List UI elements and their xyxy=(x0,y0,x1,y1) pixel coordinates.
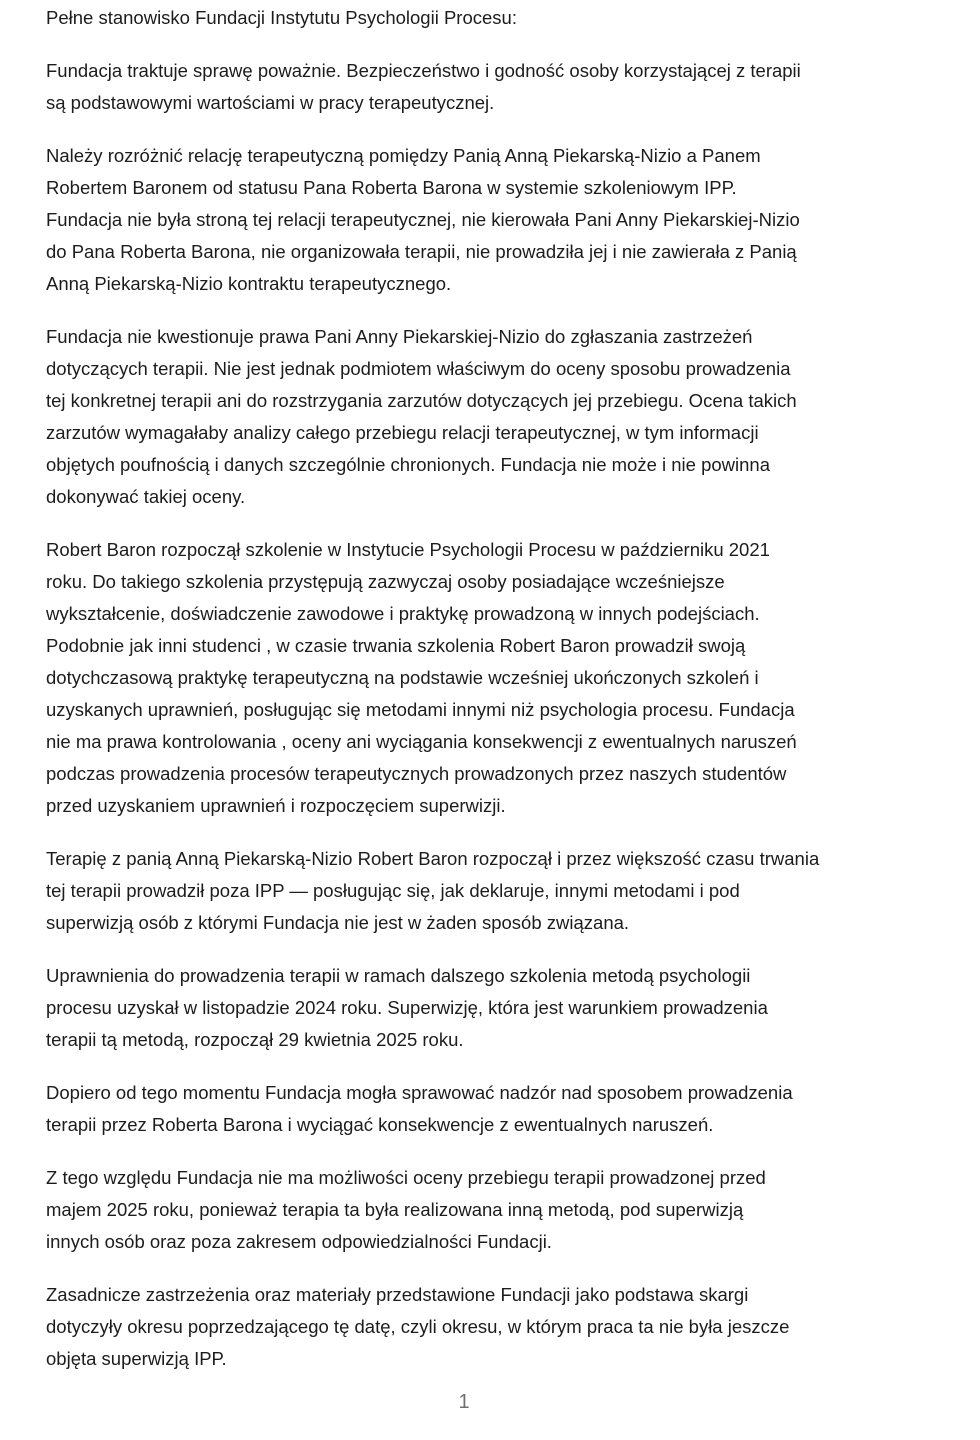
paragraph-line: Zasadnicze zastrzeżenia oraz materiały przedstawione Fundacji jako podstawa skargi xyxy=(46,1284,749,1305)
paragraph-line: do Pana Roberta Barona, nie organizowała terapii, nie prowadziła jej i nie zawierała z Panią xyxy=(46,241,797,262)
paragraph-line: podczas prowadzenia procesów terapeutycznych prowadzonych przez naszych studentów xyxy=(46,763,787,784)
paragraph-line: terapii tą metodą, rozpoczął 29 kwietnia 2025 roku. xyxy=(46,1029,464,1050)
paragraph-line: dokonywać takiej oceny. xyxy=(46,486,246,507)
paragraph xyxy=(46,1279,890,1375)
paragraph-line: Fundacja nie kwestionuje prawa Pani Anny Piekarskiej-Nizio do zgłaszania zastrzeżeń xyxy=(46,326,753,347)
paragraph-line: dotyczyły okresu poprzedzającego tę datę, czyli okresu, w którym praca ta nie była jeszcze xyxy=(46,1316,790,1337)
paragraph-line: terapii przez Roberta Barona i wyciągać konsekwencje z ewentualnych naruszeń. xyxy=(46,1114,714,1135)
paragraph xyxy=(46,1162,890,1258)
document-body xyxy=(46,55,890,1375)
paragraph xyxy=(46,960,890,1056)
paragraph xyxy=(46,843,890,939)
paragraph-line: objętych poufnością i danych szczególnie chronionych. Fundacja nie może i nie powinna xyxy=(46,454,770,475)
paragraph xyxy=(46,55,890,119)
paragraph-line: tej konkretnej terapii ani do rozstrzygania zarzutów dotyczących jej przebiegu. Ocena takich xyxy=(46,390,797,411)
paragraph-line: Terapię z panią Anną Piekarską-Nizio Robert Baron rozpoczął i przez większość czasu trwania xyxy=(46,848,820,869)
paragraph xyxy=(46,140,890,300)
paragraph-line: Fundacja traktuje sprawę poważnie. Bezpieczeństwo i godność osoby korzystającej z terapii xyxy=(46,60,801,81)
paragraph-line: nie ma prawa kontrolowania , oceny ani wyciągania konsekwencji z ewentualnych naruszeń xyxy=(46,731,797,752)
paragraph-line: Uprawnienia do prowadzenia terapii w ramach dalszego szkolenia metodą psychologii xyxy=(46,965,751,986)
page-number: 1 xyxy=(458,1391,470,1413)
paragraph-line: Z tego względu Fundacja nie ma możliwości oceny przebiegu terapii prowadzonej przed xyxy=(46,1167,766,1188)
paragraph-line: są podstawowymi wartościami w pracy terapeutycznej. xyxy=(46,92,495,113)
paragraph-line: Należy rozróżnić relację terapeutyczną pomiędzy Panią Anną Piekarską-Nizio a Panem xyxy=(46,145,761,166)
paragraph xyxy=(46,321,890,513)
document-heading: Pełne stanowisko Fundacji Instytutu Psychologii Procesu: xyxy=(46,7,517,28)
paragraph-line: procesu uzyskał w listopadzie 2024 roku. Superwizję, która jest warunkiem prowadzenia xyxy=(46,997,768,1018)
paragraph-line: przed uzyskaniem uprawnień i rozpoczęciem superwizji. xyxy=(46,795,506,816)
paragraph-line: Podobnie jak inni studenci , w czasie trwania szkolenia Robert Baron prowadził swoją xyxy=(46,635,746,656)
paragraph-line: superwizją osób z którymi Fundacja nie jest w żaden sposób związana. xyxy=(46,912,630,933)
paragraph-line: Anną Piekarską-Nizio kontraktu terapeutycznego. xyxy=(46,273,452,294)
paragraph-line: roku. Do takiego szkolenia przystępują zazwyczaj osoby posiadające wcześniejsze xyxy=(46,571,725,592)
paragraph xyxy=(46,1077,890,1141)
paragraph-line: majem 2025 roku, ponieważ terapia ta była realizowana inną metodą, pod superwizją xyxy=(46,1199,744,1220)
paragraph-line: Fundacja nie była stroną tej relacji terapeutycznej, nie kierowała Pani Anny Piekarskiej-Nizio xyxy=(46,209,800,230)
paragraph-line: Robert Baron rozpoczął szkolenie w Instytucie Psychologii Procesu w październiku 2021 xyxy=(46,539,770,560)
paragraph-line: uzyskanych uprawnień, posługując się metodami innymi niż psychologia procesu. Fundacja xyxy=(46,699,795,720)
paragraph-line: dotyczących terapii. Nie jest jednak podmiotem właściwym do oceny sposobu prowadzenia xyxy=(46,358,791,379)
paragraph-line: Robertem Baronem od statusu Pana Roberta Barona w systemie szkoleniowym IPP. xyxy=(46,177,737,198)
paragraph-line: objęta superwizją IPP. xyxy=(46,1348,227,1369)
paragraph-line: tej terapii prowadził poza IPP — posługując się, jak deklaruje, innymi metodami i pod xyxy=(46,880,740,901)
paragraph-line: dotychczasową praktykę terapeutyczną na podstawie wcześniej ukończonych szkoleń i xyxy=(46,667,759,688)
paragraph xyxy=(46,534,890,822)
paragraph-line: innych osób oraz poza zakresem odpowiedzialności Fundacji. xyxy=(46,1231,552,1252)
paragraph-line: wykształcenie, doświadczenie zawodowe i praktykę prowadzoną w innych podejściach. xyxy=(46,603,760,624)
paragraph-line: zarzutów wymagałaby analizy całego przebiegu relacji terapeutycznej, w tym informacji xyxy=(46,422,759,443)
paragraph-line: Dopiero od tego momentu Fundacja mogła sprawować nadzór nad sposobem prowadzenia xyxy=(46,1082,793,1103)
